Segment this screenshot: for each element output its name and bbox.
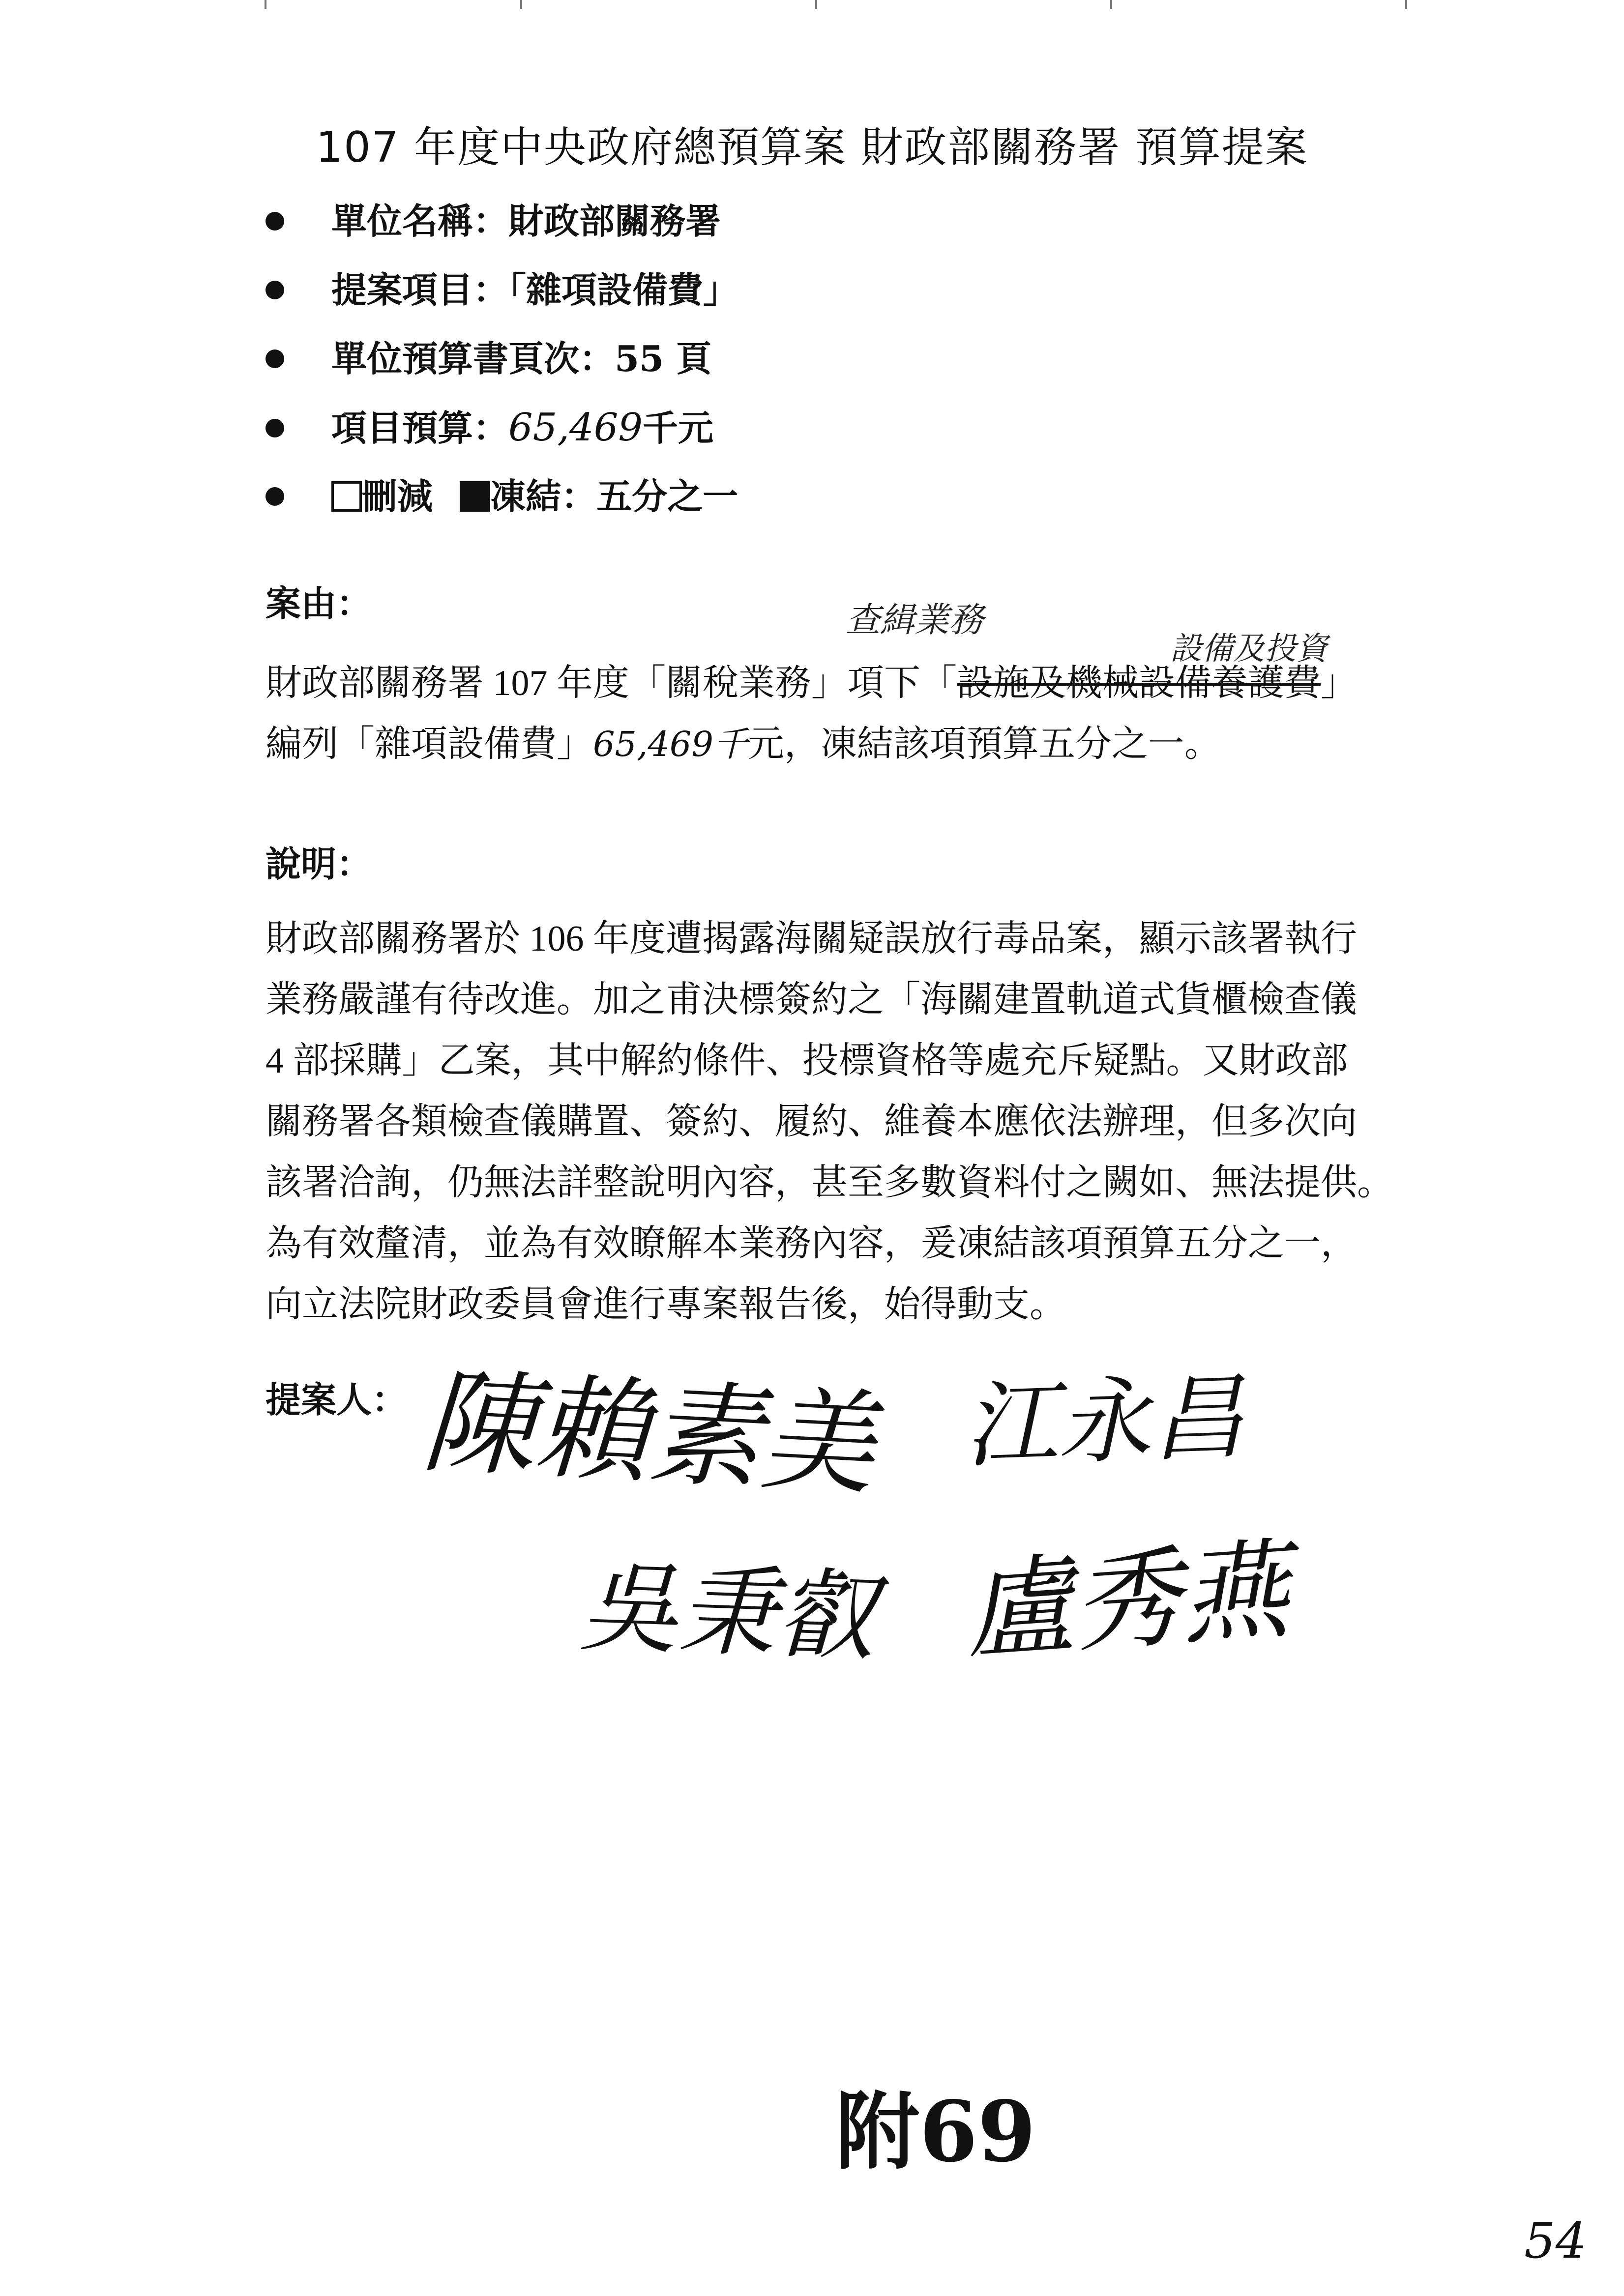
annex-number: 附69: [836, 2083, 1036, 2181]
bullet-icon: [266, 281, 284, 299]
bullet-icon: [266, 487, 284, 506]
explanation-paragraph: [266, 908, 1416, 1335]
signature-4: 盧秀燕: [960, 1527, 1293, 1675]
reason-heading: 案由：: [266, 582, 372, 624]
page-number: 54: [1524, 2212, 1587, 2269]
field-unit-name: 單位名稱：財政部關務署: [266, 197, 721, 246]
reason-line-1: 財政部關務署 107 年度「關稅業務」項下「設施及機械設備養護費」: [266, 663, 1357, 703]
page-title: 107 年度中央政府總預算案 財政部關務署 預算提案: [316, 123, 1308, 172]
signature-3: 吳秉叡: [578, 1550, 877, 1675]
explanation-line: 關務署各類檢查儀購置、簽約、履約、維養本應依法辦理，但多次向: [266, 1102, 1357, 1142]
reason-line-2: 編列「雜項設備費」65,469千元，凍結該項預算五分之一。: [266, 724, 1221, 764]
bullet-icon: [266, 212, 284, 231]
field-budget-page: 單位預算書頁次：55 頁: [266, 334, 711, 383]
freeze-checkbox-checked: [460, 481, 490, 512]
reason-paragraph: [266, 653, 1416, 775]
delete-checkbox: [331, 481, 362, 512]
explanation-line: 4 部採購」乙案，其中解約條件、投標資格等處充斥疑點。又財政部: [266, 1041, 1348, 1081]
handwritten-insert-2: 設備及投資: [1170, 631, 1328, 667]
struck-text: 設施及機械設備養護費: [957, 663, 1321, 703]
scan-marks: [0, 0, 1624, 20]
handwritten-amount-2: 65,469千: [593, 724, 748, 764]
bullet-icon: [266, 349, 284, 368]
proposer-label: 提案人：: [266, 1379, 408, 1421]
field-action: 刪減 凍結：五分之一: [266, 472, 738, 521]
field-proposal-item: 提案項目：「雜項設備費」: [266, 265, 738, 315]
explanation-line: 財政部關務署於 106 年度遭揭露海關疑誤放行毒品案，顯示該署執行: [266, 919, 1357, 959]
explanation-heading: 說明：: [266, 843, 372, 885]
bullet-icon: [266, 419, 284, 437]
explanation-line: 該署洽詢，仍無法詳整說明內容，甚至多數資料付之闕如、無法提供。: [266, 1163, 1393, 1203]
field-item-budget: 項目預算：65,469千元: [266, 403, 713, 452]
explanation-line: 向立法院財政委員會進行專案報告後，始得動支。: [266, 1284, 1066, 1325]
signature-2: 江永昌: [962, 1363, 1246, 1481]
explanation-line: 業務嚴謹有待改進。加之甫決標簽約之「海關建置軌道式貨櫃檢查儀: [266, 980, 1357, 1020]
explanation-line: 為有效釐清，並為有效瞭解本業務內容，爰凍結該項預算五分之一，: [266, 1223, 1357, 1264]
signature-1: 陳賴素美: [419, 1356, 878, 1511]
handwritten-insert-1: 查緝業務: [846, 600, 983, 640]
handwritten-amount: 65,469: [508, 406, 643, 450]
